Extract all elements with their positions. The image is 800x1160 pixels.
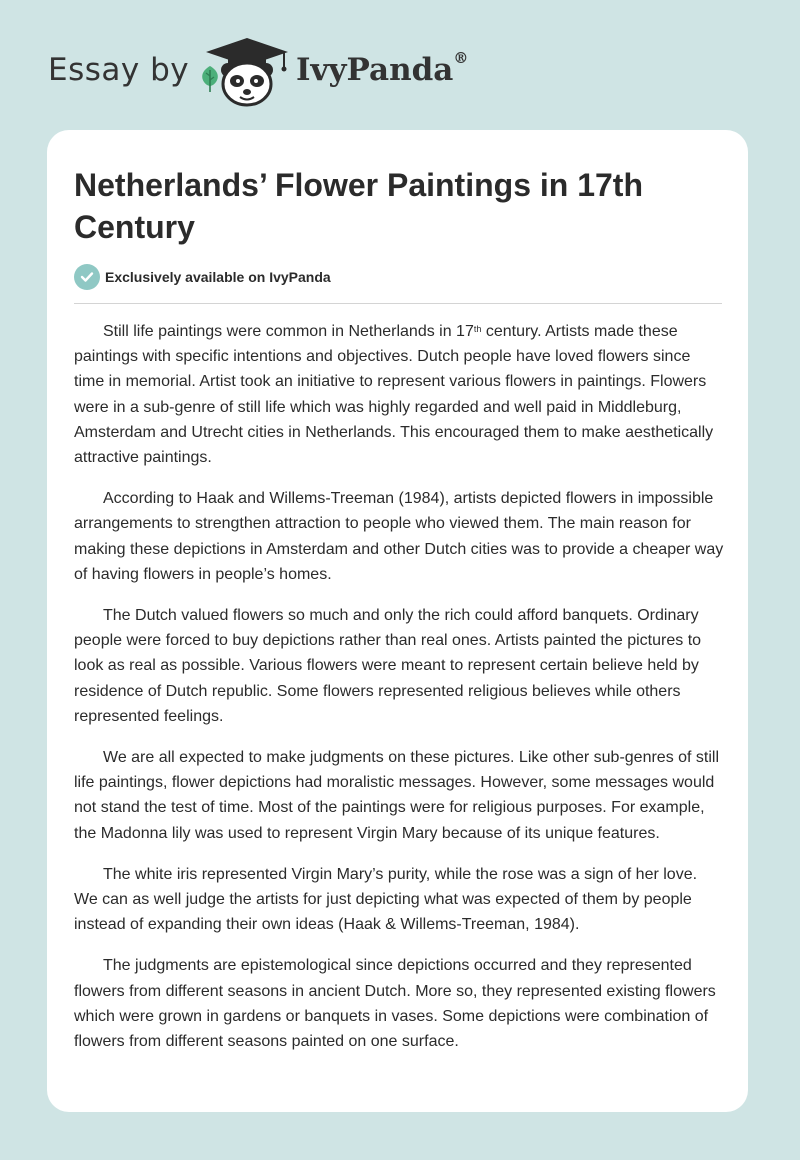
divider (74, 303, 722, 304)
badge-label: Exclusively available on IvyPanda (105, 269, 331, 285)
exclusive-badge (74, 264, 331, 290)
brand-name[interactable] (296, 48, 469, 88)
paragraph: The white iris represented Virgin Mary’s purity, while the rose was a sign of her love. We can as well judge the artists for just depicting what was expected of them by people instead of expanding their own ideas (Haak & Willems-Treeman, 1984). (74, 865, 698, 934)
brand-text: IvyPanda (296, 52, 454, 88)
page-title: Netherlands’ Flower Paintings in 17th Century (74, 167, 643, 245)
essay-body (74, 319, 724, 1070)
paragraph: According to Haak and Willems-Treeman (1984), artists depicted flowers in impossible arrangements to strengthen attraction to people who viewed them. The main reason for making these depictions in Amsterdam and other Dutch cities was to provide a cheaper way of having flowers in people’s homes. (74, 490, 724, 583)
essay-card (47, 130, 748, 1112)
paragraph-text: century. Artists made these paintings with specific intentions and objectives. Dutch people have loved flowers since time in memorial. Artist took an initiative to represent various flowers in paintings. Flowers were in a sub-genre of still life which was highly regarded and well paid in Middleburg, Amsterdam and Utrecht cities in Netherlands. This encouraged them to make aesthetically attractive paintings. (74, 323, 714, 467)
paragraph: We are all expected to make judgments on these pictures. Like other sub-genres of still life paintings, flower depictions had moralistic messages. However, some messages would not stand the test of time. Most of the paintings were for religious purposes. For example, the Madonna lily was used to represent Virgin Mary because of its unique features. (74, 749, 720, 842)
panda-graduate-icon[interactable] (204, 36, 290, 108)
ordinal-suffix: th (473, 324, 482, 334)
check-icon (74, 264, 100, 290)
paragraph (74, 319, 724, 470)
paragraph-text: Still life paintings were common in Netherlands in 17 (103, 323, 474, 340)
paragraph: The judgments are epistemological since depictions occurred and they represented flowers from different seasons in ancient Dutch. More so, they represented existing flowers which were grown in gardens or banquets in vases. Some depictions were combination of flowers from different seasons painted on one surface. (74, 957, 716, 1051)
registered-mark: ® (453, 48, 469, 67)
essay-by-label: Essay by (48, 52, 190, 88)
site-header (0, 0, 800, 120)
paragraph: The Dutch valued flowers so much and only the rich could afford banquets. Ordinary people were forced to buy depictions rather than real ones. Artists painted the pictures to look as real as possible. Various flowers were meant to represent certain believe held by residence of Dutch republic. Some flowers represented religious believes while others represented feelings. (74, 607, 702, 725)
